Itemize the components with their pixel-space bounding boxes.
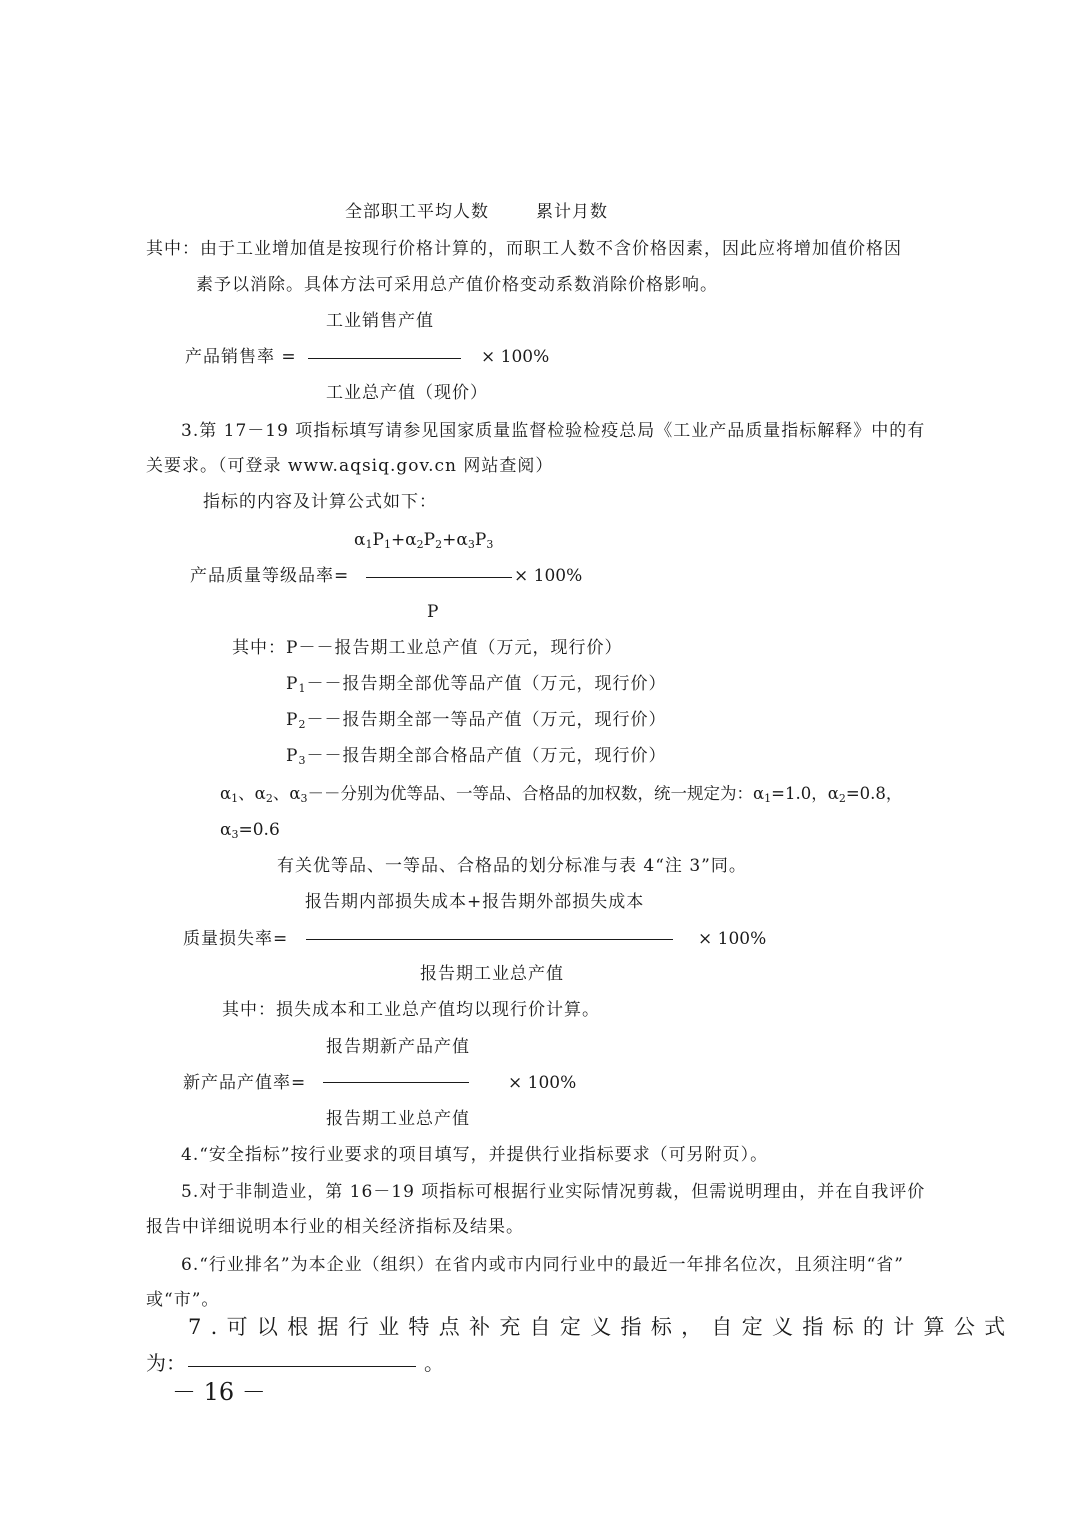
loss-denominator: 报告期工业总产值 <box>420 964 564 984</box>
grade-denominator: P <box>427 602 439 622</box>
label-avg-employees: 全部职工平均人数 <box>345 202 489 222</box>
note1-line1: 其中：由于工业增加值是按现行价格计算的，而职工人数不含价格因素，因此应将增加值价格因 <box>146 239 902 259</box>
grade-numerator: $\alpha_1P_1+\alpha_2P_2+\alpha_3P_3$ <box>354 530 494 551</box>
sales-fraction-bar <box>308 358 461 359</box>
grade-multiplier: × 100% <box>514 566 583 586</box>
para6-line2: 或“市”。 <box>146 1290 220 1310</box>
loss-numerator: 报告期内部损失成本+报告期外部损失成本 <box>305 892 645 912</box>
loss-label: 质量损失率= <box>183 929 289 949</box>
def-alpha-line: $\alpha_1$、$\alpha_2$、$\alpha_3--$分别为优等品、一等品、合格品的加权数，统一规定为：$\alpha_1=1.0$，$\alpha_2=0.8$， <box>220 784 903 805</box>
para7-line1: 7.可以根据行业特点补充自定义指标，自定义指标的计算公式 <box>188 1315 1015 1339</box>
sales-denominator: 工业总产值（现价） <box>326 383 488 403</box>
def-grade-standard: 有关优等品、一等品、合格品的划分标准与表 4“注 3”同。 <box>277 856 747 876</box>
sales-label: 产品销售率 = <box>185 347 297 367</box>
loss-note: 其中：损失成本和工业总产值均以现行价计算。 <box>222 1000 600 1020</box>
def-p3: $P_3--$报告期全部合格品产值（万元，现行价） <box>286 746 667 767</box>
new-denominator: 报告期工业总产值 <box>326 1109 470 1129</box>
para3-line3: 指标的内容及计算公式如下： <box>203 492 437 512</box>
grade-label: 产品质量等级品率= <box>190 566 350 586</box>
note1-line2: 素予以消除。具体方法可采用总产值价格变动系数消除价格影响。 <box>196 275 718 295</box>
para5-line1: 5.对于非制造业，第 16－19 项指标可根据行业实际情况剪裁，但需说明理由，并在自我评价 <box>181 1182 926 1202</box>
new-multiplier: × 100% <box>508 1073 577 1093</box>
def-alpha3: $\alpha_3=0.6$ <box>220 820 280 841</box>
para3-line2: 关要求。（可登录 www.aqsiq.gov.cn 网站查阅） <box>146 456 554 476</box>
loss-fraction-bar <box>306 939 673 940</box>
new-numerator: 报告期新产品产值 <box>326 1037 470 1057</box>
def-p2: $P_2--$报告期全部一等品产值（万元，现行价） <box>286 710 667 731</box>
new-label: 新产品产值率= <box>183 1073 307 1093</box>
para5-line2: 报告中详细说明本行业的相关经济指标及结果。 <box>146 1217 524 1237</box>
para7-prefix: 为： <box>146 1351 186 1375</box>
sales-numerator: 工业销售产值 <box>326 311 434 331</box>
sales-multiplier: × 100% <box>481 347 550 367</box>
para6-line1: 6.“行业排名”为本企业（组织）在省内或市内同行业中的最近一年排名位次，且须注明“省” <box>181 1255 904 1275</box>
grade-fraction-bar <box>366 577 512 578</box>
para4: 4.“安全指标”按行业要求的项目填写，并提供行业指标要求（可另附页）。 <box>181 1145 769 1165</box>
page-number: － 16 － <box>172 1378 266 1406</box>
loss-multiplier: × 100% <box>698 929 767 949</box>
custom-formula-blank <box>188 1366 416 1367</box>
new-fraction-bar <box>323 1082 469 1083</box>
label-cumulative-months: 累计月数 <box>536 202 608 222</box>
def-p1: $P_1--$报告期全部优等品产值（万元，现行价） <box>286 674 667 695</box>
def-p: 其中：P－－报告期工业总产值（万元，现行价） <box>232 638 623 658</box>
para3-line1: 3.第 17－19 项指标填写请参见国家质量监督检验检疫总局《工业产品质量指标解释》中的有 <box>181 421 926 441</box>
para7-suffix: 。 <box>424 1351 444 1375</box>
